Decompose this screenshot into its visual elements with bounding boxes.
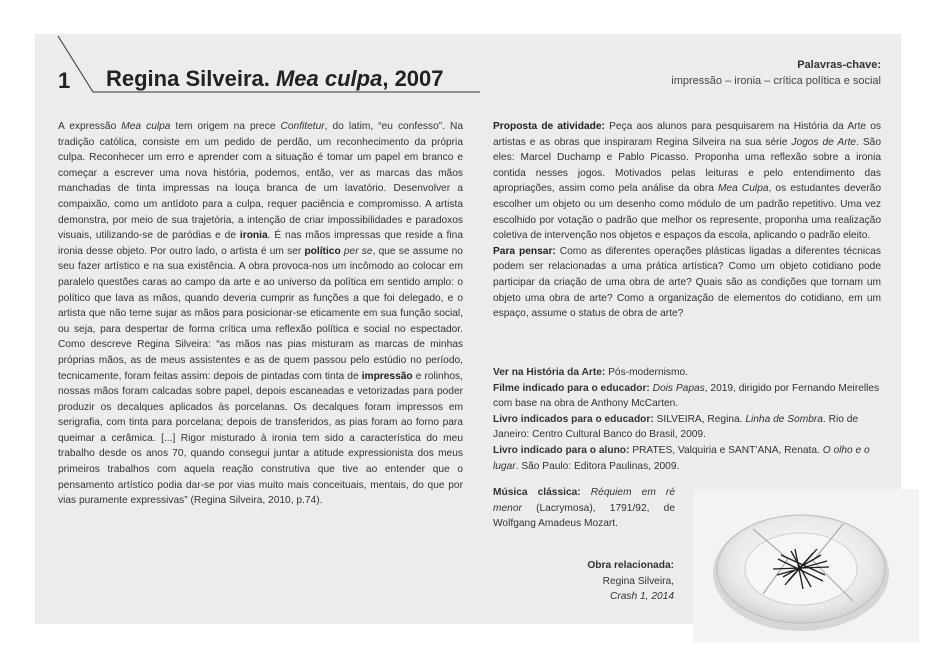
think-label: Para pensar: <box>493 245 556 257</box>
title-artist: Regina Silveira. <box>106 66 276 91</box>
related-work-caption <box>548 558 674 605</box>
think-text: Como as diferentes operações plásticas ligadas a diferentes técnicas podem ser relacionadas a uma prática artística? Como um objeto cotidiano pode participar da criação de uma obra de arte? Quais são as condições que tornam um objeto uma obra de arte? Como a organização de elementos do cotidiano, em um espaço, assume o status de obra de arte? <box>493 245 881 320</box>
art-history-ref: Ver na História da Arte: Pós-modernismo. <box>493 367 688 378</box>
title-year: , 2007 <box>382 66 444 91</box>
page-title <box>106 66 444 92</box>
film-ref: Filme indicado para o educador: Dois Papas, 2019, dirigido por Fernando Meirelles com base na obra de Anthony McCarten. <box>493 382 880 410</box>
related-work-year: , 2014 <box>645 591 674 603</box>
section-number: 1 <box>58 68 71 93</box>
student-book-ref: Livro indicado para o aluno: PRATES, Valquiria e SANT’ANA, Renata. O olho e o lugar. São Paulo: Editora Paulinas, 2009. <box>493 445 870 472</box>
activity-proposal: Proposta de atividade: Peça aos alunos para pesquisarem na História da Arte os artistas e as obras que inspiraram Regina Silveira na sua série Jogos de Arte. São eles: Marcel Duchamp e Pablo Picasso. Proponha uma reflexão sobre a ironia contida nesses jogos. Motivados pelas leituras e pelo entendimento das apropriações, assim como pela análise da obra Mea Culpa, os estudantes deverão escolher um objeto ou um desenho como módulo de um padrão repetitivo. Uma vez escolhido por votação o padrão que melhor os represente, proponha uma realização coletiva de intervenção nos objetos e espaços da escola, aplicando o padrão eleito. Para pensar: Como as diferentes operações plásticas ligadas a diferentes técnicas podem ser relacionadas a uma prática artística? Como um objeto cotidiano pode participar da criação de uma obra de arte? Quais são as condições que tornam um objeto uma obra de arte? Como a organização de elementos do cotidiano, em um espaço, assume o status de obra de arte? <box>493 121 881 320</box>
left-column-text: A expressão Mea culpa tem origem na prece Confitetur, do latim, “eu confesso”. Na tradição católica, consiste em um pedido de perdão, um reconhecimento da própria culpa. Reconhecer um erro e aprender com a situação é tomar um papel em branco e começar a escrever uma nova história, podemos, então, ver as marcas das mãos manchadas de tinta impressas na louça branca de um lavatório. Desenvolver a compaixão, como um antídoto para a culpa, requer paciência e compromisso. A artista demonstra, por meio de sua trajetória, a intenção de criar impossibilidades e paradoxos visuais, utilizando-se de paródias e de ironia. É nas mãos impressas que reside a fina ironia desse objeto. Por outro lado, o artista é um ser político per se, que se assume no seu fazer artístico e na sua existência. A obra provoca-nos um incômodo ao colocar em paralelo questões caras ao campo da arte e ao universo da política em sentido amplo: o político que lava as mãos, quando deveria cumprir as funções a que foi delegado, e o artista que não teme sujar as mãos para posicionar-se eticamente em sua função social, ou seja, para despertar de forma crítica uma reflexão política e social no espectador. Como descreve Regina Silveira: “as mãos nas pias misturam as marcas de minhas próprias mãos, as de meus assistentes e as de quem passou pelo estúdio no período, tecnicamente, foram feitas assim: depois de pintadas com tinta de impressão e rolinhos, nossas mãos foram calcadas sobre papel, depois escaneadas e vetorizadas para poder produzir os decalques aplicados às porcelanas. Os decalques foram impressos em serigrafia, com tinta para porcelana; depois de transferidos, as pias foram ao forno para queimar a cerâmica. [...] Rigor misturado à ironia tem sido a característica do meu trabalho desde os anos 70, quando consegui juntar a atitude expressionista dos meus primeiros trabalhos com aquela reação construtiva que tive ao entender que o pensamento artístico podia dar-se por vias muito mais conceituais, mentais, do que por vias puramente expressivas” (Regina Silveira, 2010, p.74). <box>58 121 463 507</box>
related-work-artist: Regina Silveira, <box>602 575 674 587</box>
title-work: Mea culpa <box>275 66 383 91</box>
music-ref: Música clássica: Réquiem em ré menor (Lacrymosa), 1791/92, de Wolfgang Amadeus Mozart. <box>493 487 675 530</box>
related-work-title: Crash 1 <box>610 591 646 603</box>
keywords-label: Palavras-chave: <box>797 59 881 71</box>
keywords-text: impressão – ironia – crítica política e social <box>671 75 881 87</box>
educator-book-ref: Livro indicados para o educador: SILVEIRA, Regina. Linha de Sombra. Rio de Janeiro: Centro Cultural Banco do Brasil, 2009. <box>493 413 859 441</box>
related-work-label: Obra relacionada: <box>587 560 674 571</box>
crash-1-artwork-image <box>693 489 919 643</box>
